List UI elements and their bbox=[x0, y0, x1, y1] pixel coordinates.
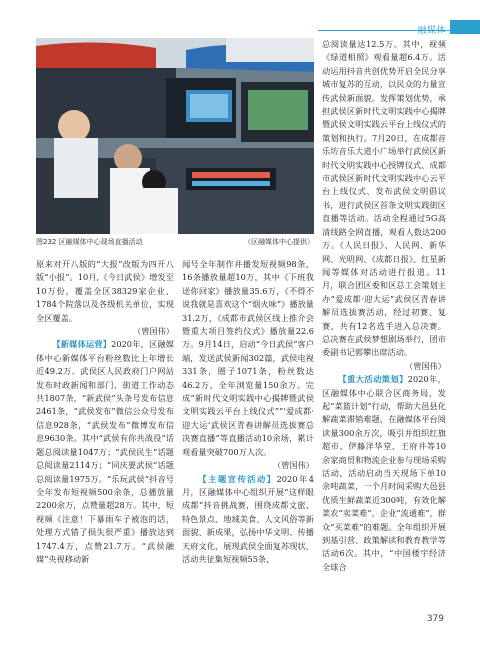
photo-caption bbox=[36, 237, 314, 249]
column-right bbox=[322, 38, 446, 574]
column-middle bbox=[182, 258, 314, 566]
section-tab bbox=[450, 20, 480, 34]
section-title-new-media: 【新媒体运营】 bbox=[52, 339, 112, 350]
mid-section-2-body: 2020年4月，区融媒体中心组织开展“这样眼成都”抖音挑战赛，围绕成都文旅、特色景点、地域美食、人文风俗等新面貌、新成果，弘扬中华文明、传播天府文化，展现武侯全面复苏现状，活动共征集短视频55条， bbox=[182, 473, 314, 564]
broadcast-scene-illustration bbox=[36, 38, 314, 234]
photo-caption-text: 图232 区融媒体中心现场直播活动 bbox=[36, 238, 143, 246]
section-title-major-events: 【重大活动策划】 bbox=[338, 374, 408, 385]
section-title-theme-campaign: 【主题宣传活动】 bbox=[198, 473, 277, 484]
page-number: 379 bbox=[426, 614, 444, 624]
running-header bbox=[0, 0, 480, 38]
mid-paragraph-1: 闻号全年制作并播发短视频98条，16条播放量超10万，其中《下班我送你回家》播放量35.6万，《不得不说我就是喜欢这个“烟火味”》播放量31.2万，《成都市武侯区线上推介会暨重大项目签约仪式》播放量22.6万。9月14日，启动“今日武侯”客户端，发送武侯新闻302篇，武侯电视331条，圈子1071条，粉丝数达46.2万，全年浏览量150余万。完成“新时代文明实践中心揭牌暨武侯文明实践云平台上线仪式”“‘爱成都·迎大运’武侯区青春讲解员选拔赛总决赛直播”等直播活动10余场，累计观看量突破700万人次。 bbox=[182, 259, 314, 457]
left-credit-1: （曾国伟） bbox=[133, 326, 174, 337]
left-paragraph-1: 原来对开八版的“大报”改版为四开八版“小报”。10月,《今日武侯》增发至10万份，覆盖全区38329家企业、1784个院落以及各级机关单位，实现全区覆盖。 bbox=[36, 259, 174, 323]
left-section-2 bbox=[36, 338, 174, 566]
broadcast-photo bbox=[36, 38, 314, 234]
right-section-2 bbox=[322, 373, 446, 574]
right-section-2-body: 2020年，区融媒体中心联合区商务局，发起“菜篮计划”行动，帮助大邑县化解蔬菜滞销难题，在融媒体平台阅读量300余万次，吸引并组织红旗超市、伊藤洋华堂、王府井等10余家商贸和物流企业参与现场采购活动，活动启动当天现场下单10余吨蔬菜，一个月时间采购大邑县优质生鲜蔬菜近300吨，有效化解菜农“卖菜难”，企业“流通难”，群众“买菜难”的难题。全年组织开展到基引营、政策解读和教育教学等活动6次。其中，“中国楼宇经济全球合 bbox=[322, 374, 446, 572]
right-paragraph-1: 总阅读量达12.5万。其中，视频《绿道相照》观看量超6.4万。活动运用抖音共创优势开启全民分享城市复苏的互动，以民众的力量宣传武侯新面貌。发挥策划优势，承担武侯区新时代文明实践中心揭牌暨武侯文明实践云平台上线仪式的策划和执行。7月20日，在成都音乐坊音乐大道小广场举行武侯区新时代文明实践中心授牌仪式、成都市武侯区新时代文明实践中心云平台上线仪式、发布武侯文明倡议书，进行武侯区首条文明实践街区直播等活动。活动全程通过5G高清线路全网直播，观看人数达200万。《人民日报》、人民网、新华网、光明网、《成都日报》、红星新闻等媒体对活动进行报道。11月，联合团区委和区总工会策划主办“爱成都·迎大运”武侯区青春讲解员选拔赛活动，经过初赛、复赛，共有12名选手进入总决赛。总决赛在武侯梦想剧场举行，团市委副书记郭攀出席活动。 bbox=[322, 39, 446, 358]
left-section-2-body: 2020年，区融媒体中心新媒体平台粉丝数比上年增长近49.2万。武侯区人民政府门户网站发布时政新闻和部门、街道工作动态共1807条，“新武侯”头条号发布信息2461条，“武侯发布”微信公众号发布信息928条，“武侯发布”微博发布信息9630条。其中“武侯有你共战役”话题总阅读量1047万；“武侯民生”话题总阅读量2114万；“同庆要武侯”话题总阅读量1975万。“乐玩武侯”抖音号全年发布短视频500余条，总播放量2200余万，点赞量超28万。其中，短视频《注意！下暴雨车子被泡的话，处理方式错了损失很严重》播放达到1747.4万，点赞21.7万。“武侯融媒”央视移动新 bbox=[36, 339, 174, 564]
column-left bbox=[36, 258, 174, 566]
mid-credit-1: （曾国伟） bbox=[273, 460, 314, 471]
section-label: 融媒体 bbox=[417, 26, 446, 36]
right-credit-1: （曾国伟） bbox=[405, 360, 446, 371]
photo-credit: （区融媒体中心提供） bbox=[244, 238, 314, 246]
mid-section-2 bbox=[182, 473, 314, 567]
